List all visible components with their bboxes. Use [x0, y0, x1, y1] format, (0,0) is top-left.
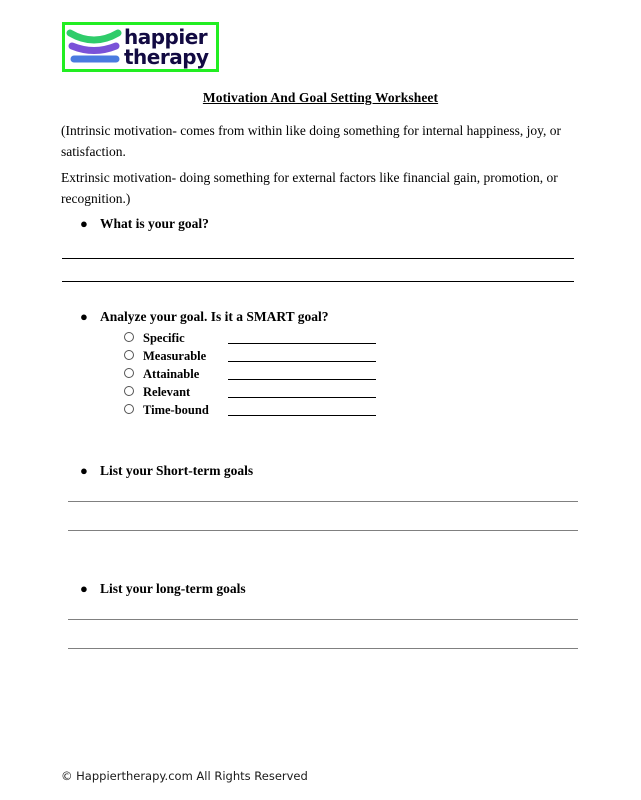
smart-input-relevant[interactable]	[228, 385, 376, 398]
section-heading-long-term-label: List your long-term goals	[100, 581, 246, 596]
intro-paragraph-extrinsic: Extrinsic motivation- doing something for external factors like financial gain, promotion, or recognition.)	[61, 170, 558, 206]
brand-logo-wordmark	[124, 27, 209, 67]
section-heading-short-term	[80, 462, 253, 480]
bullet-dot-icon: ●	[80, 581, 88, 596]
answer-line-short-term-1[interactable]	[68, 501, 578, 502]
answer-line-goal-1[interactable]	[62, 258, 574, 259]
section-heading-smart	[80, 308, 329, 326]
section-heading-goal	[80, 215, 209, 233]
answer-line-goal-2[interactable]	[62, 281, 574, 282]
smart-label-specific: Specific	[143, 331, 185, 346]
smart-input-time-bound[interactable]	[228, 403, 376, 416]
smart-input-measurable[interactable]	[228, 349, 376, 362]
page-title: Motivation And Goal Setting Worksheet	[202, 90, 439, 105]
answer-line-short-term-2[interactable]	[68, 530, 578, 531]
answer-line-long-term-1[interactable]	[68, 619, 578, 620]
three-wave-bars-logo-mark	[66, 25, 123, 69]
hollow-bullet-icon	[124, 350, 134, 360]
section-heading-smart-label: Analyze your goal. Is it a SMART goal?	[100, 309, 329, 324]
smart-row-relevant	[124, 382, 444, 400]
smart-row-measurable	[124, 346, 444, 364]
brand-logo-line-1: happier	[124, 25, 208, 49]
smart-row-attainable	[124, 364, 444, 382]
brand-logo	[62, 22, 219, 72]
copyright-footer: © Happiertherapy.com All Rights Reserved	[61, 769, 308, 783]
hollow-bullet-icon	[124, 368, 134, 378]
section-heading-long-term	[80, 580, 246, 598]
bullet-dot-icon: ●	[80, 463, 88, 478]
section-heading-goal-label: What is your goal?	[100, 216, 209, 231]
bullet-dot-icon: ●	[80, 309, 88, 324]
smart-row-specific	[124, 328, 444, 346]
hollow-bullet-icon	[124, 404, 134, 414]
section-heading-short-term-label: List your Short-term goals	[100, 463, 254, 478]
smart-label-measurable: Measurable	[143, 349, 207, 364]
brand-logo-line-2: therapy	[124, 45, 209, 69]
hollow-bullet-icon	[124, 386, 134, 396]
intro-paragraph-intrinsic: (Intrinsic motivation- comes from within like doing something for internal happiness, joy, or satisfaction.	[61, 123, 562, 159]
smart-label-time-bound: Time-bound	[143, 403, 209, 418]
smart-label-attainable: Attainable	[143, 367, 200, 382]
hollow-bullet-icon	[124, 332, 134, 342]
smart-input-specific[interactable]	[228, 331, 376, 344]
smart-row-time-bound	[124, 400, 444, 418]
smart-input-attainable[interactable]	[228, 367, 376, 380]
smart-criteria-list	[124, 328, 444, 418]
answer-line-long-term-2[interactable]	[68, 648, 578, 649]
smart-label-relevant: Relevant	[143, 385, 191, 400]
bullet-dot-icon: ●	[80, 216, 88, 231]
